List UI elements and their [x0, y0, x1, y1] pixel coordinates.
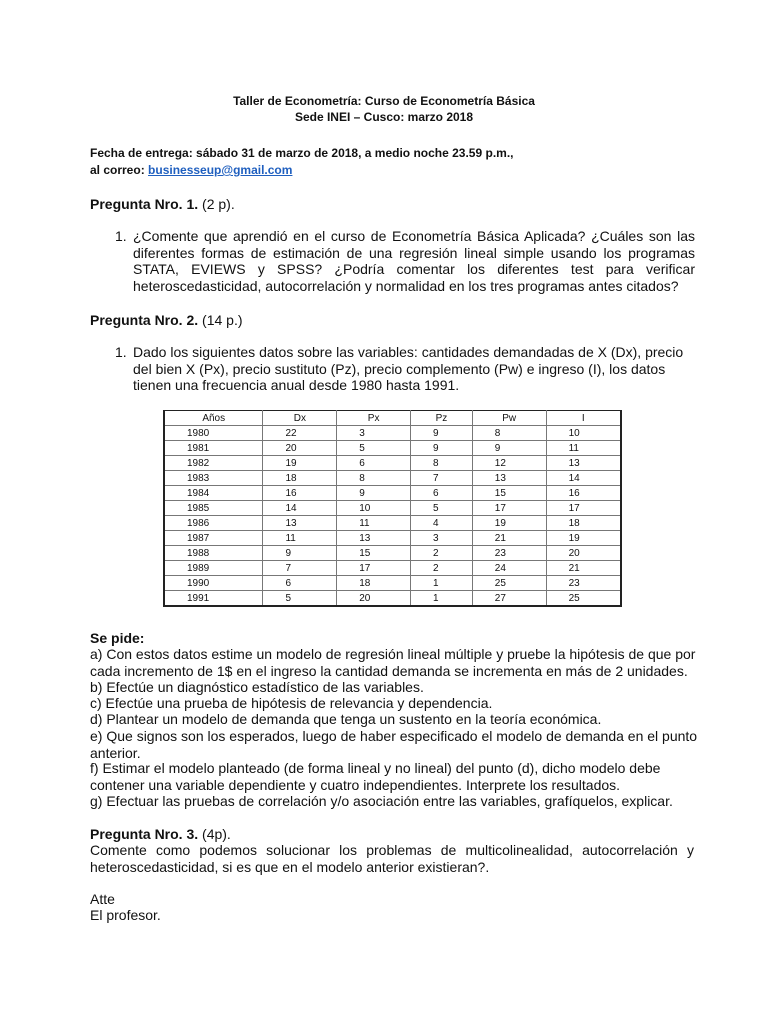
mail-label: al correo: — [90, 163, 149, 177]
question-3-text: Comente como podemos solucionar los problemas de multicolinealidad, autocorrelación y heteroscedasticidad, si es que en el modelo anterior existieran?. — [90, 842, 694, 875]
table-cell: 1981 — [164, 441, 263, 456]
table-cell: 16 — [546, 486, 621, 501]
table-cell: 7 — [411, 471, 473, 486]
question-1-heading — [90, 196, 235, 212]
table-cell: 1988 — [164, 546, 263, 561]
document-subtitle: Sede INEI – Cusco: marzo 2018 — [294, 110, 474, 124]
table-cell: 13 — [472, 471, 546, 486]
table-cell: 8 — [472, 426, 546, 441]
table-cell: 10 — [337, 501, 411, 516]
closing-atte: Atte — [90, 891, 115, 907]
closing-signoff: El profesor. — [90, 907, 161, 923]
mail-line — [90, 163, 292, 177]
question-3-label: Pregunta Nro. 3. — [90, 826, 199, 842]
table-cell: 1982 — [164, 456, 263, 471]
table-header-cell: Px — [337, 411, 411, 426]
question-2-item-number: 1. — [115, 344, 127, 360]
table-cell: 14 — [263, 501, 337, 516]
question-1-text: ¿Comente que aprendió en el curso de Econometría Básica Aplicada? ¿Cuáles son las diferentes formas de estimación de una regresión lineal simple usando los programas STATA, EVIEWS y SPSS? ¿Podría comentar los diferentes test para verificar heteroscedasticidad, autocorrelación y normalidad en los tres programas antes citados? — [133, 228, 695, 294]
table-cell: 16 — [263, 486, 337, 501]
table-cell: 6 — [337, 456, 411, 471]
table-cell: 1985 — [164, 501, 263, 516]
table-cell: 11 — [546, 441, 621, 456]
table-row — [164, 426, 621, 441]
table-cell: 18 — [546, 516, 621, 531]
table-cell: 22 — [263, 426, 337, 441]
table-cell: 19 — [472, 516, 546, 531]
table-cell: 1986 — [164, 516, 263, 531]
question-2-heading — [90, 312, 243, 328]
table-cell: 1990 — [164, 576, 263, 591]
table-cell: 1989 — [164, 561, 263, 576]
table-cell: 15 — [472, 486, 546, 501]
table-cell: 25 — [472, 576, 546, 591]
question-2-points: (14 p.) — [198, 312, 243, 328]
table-header-cell: I — [546, 411, 621, 426]
table-cell: 1984 — [164, 486, 263, 501]
table-cell: 5 — [337, 441, 411, 456]
table-cell: 14 — [546, 471, 621, 486]
table-header-cell: Años — [164, 411, 263, 426]
table-cell: 15 — [337, 546, 411, 561]
question-2-text: Dado los siguientes datos sobre las variables: cantidades demandadas de X (Dx), precio del bien X (Px), precio sustituto (Pz), precio complemento (Pw) e ingreso (I), los datos tienen una frecuencia anual desde 1980 hasta 1991. — [133, 344, 684, 393]
table-header-cell: Pz — [411, 411, 473, 426]
item-f: f) Estimar el modelo planteado (de forma lineal y no lineal) del punto (d), dicho modelo debe contener una variable dependiente y cuatro independientes. Interprete los resultados. — [90, 760, 661, 793]
table-header-row — [164, 411, 621, 426]
se-pide-heading: Se pide: — [90, 630, 145, 646]
table-cell: 7 — [263, 561, 337, 576]
table-cell: 19 — [546, 531, 621, 546]
item-e: e) Que signos son los esperados, luego de haber especificado el modelo de demanda en el punto anterior. — [90, 728, 698, 761]
table-row — [164, 471, 621, 486]
due-date: Fecha de entrega: sábado 31 de marzo de 2018, a medio noche 23.59 p.m., — [90, 146, 514, 160]
table-cell: 19 — [263, 456, 337, 471]
table-cell: 11 — [263, 531, 337, 546]
table-cell: 1983 — [164, 471, 263, 486]
table-cell: 13 — [546, 456, 621, 471]
table-cell: 25 — [546, 591, 621, 607]
email-link[interactable]: businesseup@gmail.com — [148, 163, 293, 177]
table-row — [164, 441, 621, 456]
question-3-points: (4p). — [198, 826, 231, 842]
document-title: Taller de Econometría: Curso de Econometría Básica — [233, 94, 535, 108]
table-cell: 12 — [472, 456, 546, 471]
table-cell: 2 — [411, 546, 473, 561]
table-cell: 9 — [472, 441, 546, 456]
table-row — [164, 486, 621, 501]
table-row — [164, 531, 621, 546]
table-cell: 23 — [472, 546, 546, 561]
table-cell: 1980 — [164, 426, 263, 441]
table-body — [164, 426, 621, 607]
table-cell: 3 — [411, 531, 473, 546]
question-1-points: (2 p). — [198, 196, 235, 212]
table-cell: 9 — [337, 486, 411, 501]
table-cell: 5 — [411, 501, 473, 516]
table-cell: 3 — [337, 426, 411, 441]
table-cell: 8 — [337, 471, 411, 486]
table-cell: 23 — [546, 576, 621, 591]
table-header-cell: Dx — [263, 411, 337, 426]
table-cell: 18 — [337, 576, 411, 591]
table-cell: 6 — [411, 486, 473, 501]
table-cell: 20 — [337, 591, 411, 607]
question-1-item-number: 1. — [115, 228, 127, 244]
table-cell: 27 — [472, 591, 546, 607]
table-row — [164, 576, 621, 591]
table-cell: 21 — [472, 531, 546, 546]
table-cell: 13 — [263, 516, 337, 531]
table-cell: 2 — [411, 561, 473, 576]
table-cell: 13 — [337, 531, 411, 546]
question-1-label: Pregunta Nro. 1. — [90, 196, 199, 212]
table-cell: 24 — [472, 561, 546, 576]
table-cell: 9 — [411, 441, 473, 456]
item-b: b) Efectúe un diagnóstico estadístico de las variables. — [90, 679, 424, 695]
table-cell: 9 — [411, 426, 473, 441]
table-cell: 1 — [411, 576, 473, 591]
table-cell: 10 — [546, 426, 621, 441]
table-cell: 21 — [546, 561, 621, 576]
table-cell: 6 — [263, 576, 337, 591]
table-row — [164, 501, 621, 516]
table-cell: 4 — [411, 516, 473, 531]
table-cell: 1 — [411, 591, 473, 607]
table-cell: 17 — [472, 501, 546, 516]
table-row — [164, 516, 621, 531]
data-table — [163, 410, 622, 607]
table-cell: 17 — [546, 501, 621, 516]
table-cell: 5 — [263, 591, 337, 607]
table-cell: 17 — [337, 561, 411, 576]
table-cell: 11 — [337, 516, 411, 531]
item-g: g) Efectuar las pruebas de correlación y/o asociación entre las variables, grafíquelos, explicar. — [90, 793, 673, 809]
item-c: c) Efectúe una prueba de hipótesis de relevancia y dependencia. — [90, 695, 493, 711]
table-cell: 9 — [263, 546, 337, 561]
table-row — [164, 456, 621, 471]
item-a: a) Con estos datos estime un modelo de regresión lineal múltiple y pruebe la hipótesis de que por cada incremento de 1$ en el ingreso la cantidad demanda se incrementa en más de 2 unidades. — [90, 646, 696, 679]
table-row — [164, 591, 621, 607]
table-cell: 1987 — [164, 531, 263, 546]
table-cell: 1991 — [164, 591, 263, 607]
table-cell: 20 — [263, 441, 337, 456]
table-header-cell: Pw — [472, 411, 546, 426]
item-d: d) Plantear un modelo de demanda que tenga un sustento en la teoría económica. — [90, 711, 602, 727]
question-2-label: Pregunta Nro. 2. — [90, 312, 199, 328]
table-cell: 20 — [546, 546, 621, 561]
table-cell: 8 — [411, 456, 473, 471]
table-row — [164, 561, 621, 576]
question-3-heading — [90, 826, 231, 842]
table-cell: 18 — [263, 471, 337, 486]
table-row — [164, 546, 621, 561]
